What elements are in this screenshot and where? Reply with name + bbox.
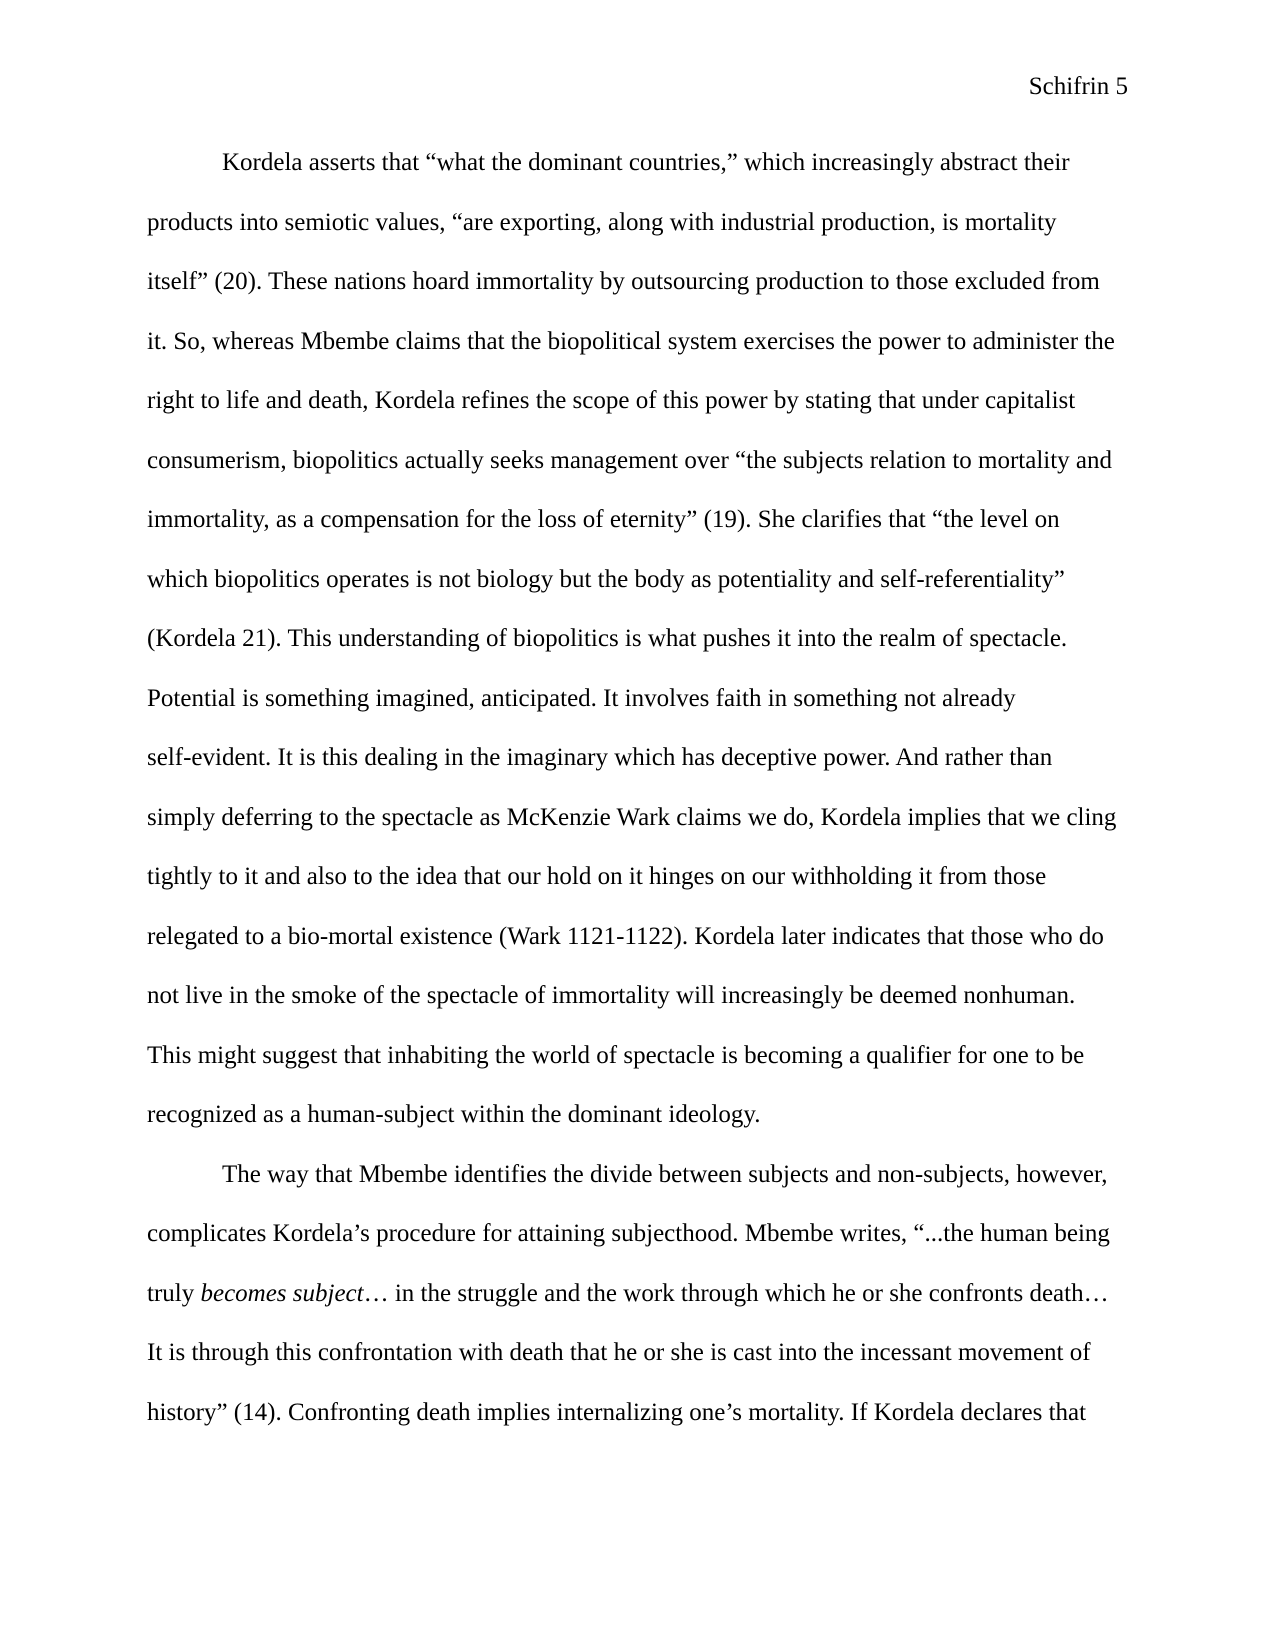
text-line [147,133,1147,193]
text-line [147,1026,1147,1086]
text-segment: it. So, whereas Mbembe claims that the biopolitical system exercises the power to administer the [147,327,1115,355]
text-line [147,788,1147,848]
text-line [147,550,1147,610]
text-segment: (Kordela 21). This understanding of biopolitics is what pushes it into the realm of spectacle. [147,625,1068,652]
text-line [147,431,1147,491]
text-segment: right to life and death, Kordela refines the scope of this power by stating that under capitalist [147,387,1076,414]
text-segment: relegated to a bio-mortal existence (Wark 1121-1122). Kordela later indicates that those who do [147,922,1104,950]
text-segment: The way that Mbembe identifies the divide between subjects and non-subjects, however, [222,1160,1108,1188]
text-line [147,1264,1147,1324]
text-segment: tightly to it and also to the idea that our hold on it hinges on our withholding it from those [147,863,1047,890]
text-segment: Kordela asserts that “what the dominant countries,” which increasingly abstract their [222,149,1070,176]
text-line [147,252,1147,312]
text-segment: simply deferring to the spectacle as McKenzie Wark claims we do, Kordela implies that we cling [147,803,1117,831]
page-header-number: Schifrin 5 [1028,73,1128,100]
paragraph [147,1145,1147,1443]
text-segment: It is through this confrontation with death that he or she is cast into the incessant movement of [147,1339,1091,1366]
text-segment: which biopolitics operates is not biology but the body as potentiality and self-referentiality” [147,565,1065,593]
emphasized-text: becomes subject [200,1279,364,1307]
text-line [147,490,1147,550]
text-line [147,907,1147,967]
text-segment: This might suggest that inhabiting the world of spectacle is becoming a qualifier for one to be [147,1041,1085,1069]
text-segment: self-evident. It is this dealing in the imaginary which has deceptive power. And rather than [147,744,1053,771]
text-line [147,1085,1147,1145]
text-line [147,728,1147,788]
text-segment: consumerism, biopolitics actually seeks management over “the subjects relation to mortality and [147,446,1113,474]
text-segment: itself” (20). These nations hoard immortality by outsourcing production to those excluded from [147,268,1100,295]
text-segment: recognized as a human-subject within the dominant ideology. [147,1101,761,1128]
text-segment: truly [147,1279,201,1307]
text-segment: immortality, as a compensation for the loss of eternity” (19). She clarifies that “the level on [147,506,1060,533]
text-line [147,847,1147,907]
text-segment: products into semiotic values, “are exporting, along with industrial production, is mortality [147,208,1057,236]
paragraph [147,133,1147,1145]
text-segment: history” (14). Confronting death implies internalizing one’s mortality. If Kordela declares that [147,1398,1087,1426]
text-segment: complicates Kordela’s procedure for attaining subjecthood. Mbembe writes, “...the human being [147,1220,1110,1247]
text-line [147,1383,1147,1443]
text-line [147,966,1147,1026]
document-body [147,133,1147,1442]
text-segment: Potential is something imagined, anticipated. It involves faith in something not already [147,684,1016,712]
text-line [147,609,1147,669]
text-line [147,312,1147,372]
text-segment: not live in the smoke of the spectacle of immortality will increasingly be deemed nonhuman. [147,982,1076,1009]
text-segment: … in the struggle and the work through which he or she confronts death… [363,1279,1109,1307]
text-line [147,1204,1147,1264]
text-line [147,1323,1147,1383]
text-line [147,1145,1147,1205]
text-line [147,371,1147,431]
text-line [147,669,1147,729]
text-line [147,193,1147,253]
